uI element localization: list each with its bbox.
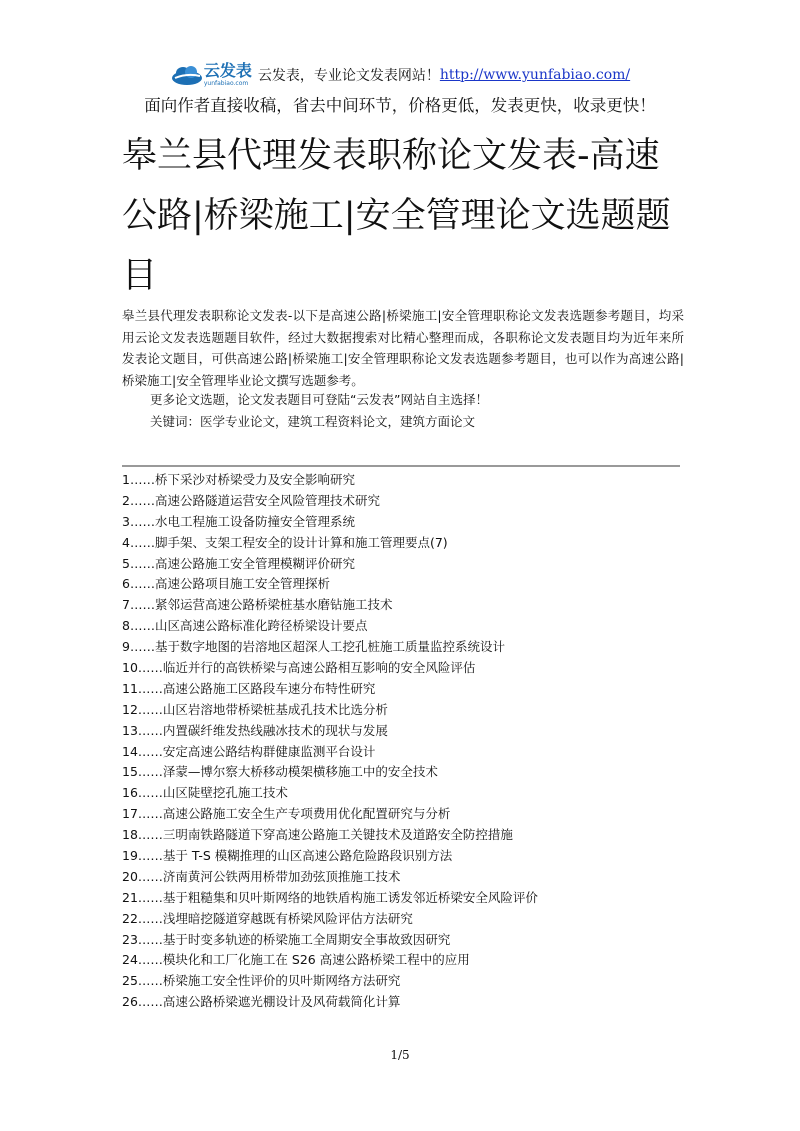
topic-item: 18……三明南铁路隧道下穿高速公路施工关键技术及道路安全防控措施 — [122, 827, 513, 843]
topic-item: 7……紧邻运营高速公路桥梁桩基水磨钻施工技术 — [122, 597, 393, 613]
cloud-logo-icon — [170, 63, 204, 87]
topic-item: 1……桥下采沙对桥梁受力及安全影响研究 — [122, 472, 355, 487]
header-subtagline: 面向作者直接收稿，省去中间环节，价格更低，发表更快，收录更快！ — [144, 96, 656, 115]
topic-item: 2……高速公路隧道运营安全风险管理技术研究 — [122, 492, 380, 508]
more-topics-note: 更多论文选题，论文发表题目可登陆“云发表”网站自主选择！ — [150, 392, 488, 407]
topic-item: 26……高速公路桥梁遮光棚设计及风荷载简化计算 — [122, 994, 401, 1010]
topic-item: 15……泽蒙—博尔察大桥移动模架横移施工中的安全技术 — [122, 764, 438, 780]
topic-item: 8……山区高速公路标准化跨径桥梁设计要点 — [122, 618, 368, 634]
site-logo[interactable] — [170, 63, 252, 87]
topic-item: 6……高速公路项目施工安全管理探析 — [122, 576, 330, 592]
topic-item: 16……山区陡壁挖孔施工技术 — [122, 785, 288, 801]
logo-domain: yunfabiao.com — [203, 80, 249, 87]
topic-item: 13……内置碳纤维发热线融冰技术的现状与发展 — [122, 722, 388, 738]
topic-item: 14……安定高速公路结构群健康监测平台设计 — [122, 743, 376, 759]
topic-item: 21……基于粗糙集和贝叶斯网络的地铁盾构施工诱发邻近桥梁安全风险评价 — [122, 889, 538, 905]
topic-item: 17……高速公路施工安全生产专项费用优化配置研究与分析 — [122, 806, 451, 822]
document-title: 皋兰县代理发表职称论文发表-高速公路|桥梁施工|安全管理论文选题题目 — [122, 136, 671, 296]
topic-item: 25……桥梁施工安全性评价的贝叶斯网络方法研究 — [122, 973, 401, 989]
page-indicator: 1/5 — [390, 1048, 410, 1062]
topic-item: 3……水电工程施工设备防撞安全管理系统 — [122, 513, 355, 529]
topic-item: 11……高速公路施工区路段车速分布特性研究 — [122, 680, 376, 696]
topic-item: 5……高速公路施工安全管理模糊评价研究 — [122, 555, 355, 571]
topic-item: 19……基于 T-S 模糊推理的山区高速公路危险路段识别方法 — [122, 848, 453, 864]
topic-item: 9……基于数字地图的岩溶地区超深人工挖孔桩施工质量监控系统设计 — [122, 639, 505, 655]
logo-name: 云发表 — [203, 61, 252, 80]
topic-item: 20……济南黄河公铁两用桥带加劲弦顶推施工技术 — [122, 868, 401, 884]
site-header — [0, 58, 800, 92]
topic-item: 23……基于时变多轨迹的桥梁施工全周期安全事故致因研究 — [122, 931, 451, 947]
intro-paragraph: 皋兰县代理发表职称论文发表-以下是高速公路|桥梁施工|安全管理职称论文发表选题参考题目，均采用云论文发表选题题目软件，经过大数据搜索对比精心整理而成，各职称论文发表题目均为近年来所发表论文题目，可供高速公路|桥梁施工|安全管理职称论文发表选题参考题目，也可以作为高速公路|桥梁施工|安全管理毕业论文撰写选题参考。 — [122, 308, 684, 388]
site-url-link[interactable]: http://www.yunfabiao.com/ — [439, 67, 631, 83]
topic-item: 22……浅埋暗挖隧道穿越既有桥梁风险评估方法研究 — [122, 910, 413, 926]
topic-list — [122, 470, 682, 1013]
topic-item: 10……临近并行的高铁桥梁与高速公路相互影响的安全风险评估 — [122, 660, 476, 676]
keywords-line: 关键词：医学专业论文，建筑工程资料论文，建筑方面论文 — [150, 414, 476, 429]
section-divider — [122, 465, 680, 467]
topic-item: 24……模块化和工厂化施工在 S26 高速公路桥梁工程中的应用 — [122, 952, 470, 968]
topic-item: 4……脚手架、支架工程安全的设计计算和施工管理要点(7) — [122, 534, 448, 550]
topic-item: 12……山区岩溶地带桥梁桩基成孔技术比选分析 — [122, 701, 388, 717]
site-tagline: 云发表，专业论文发表网站！ — [257, 68, 440, 84]
